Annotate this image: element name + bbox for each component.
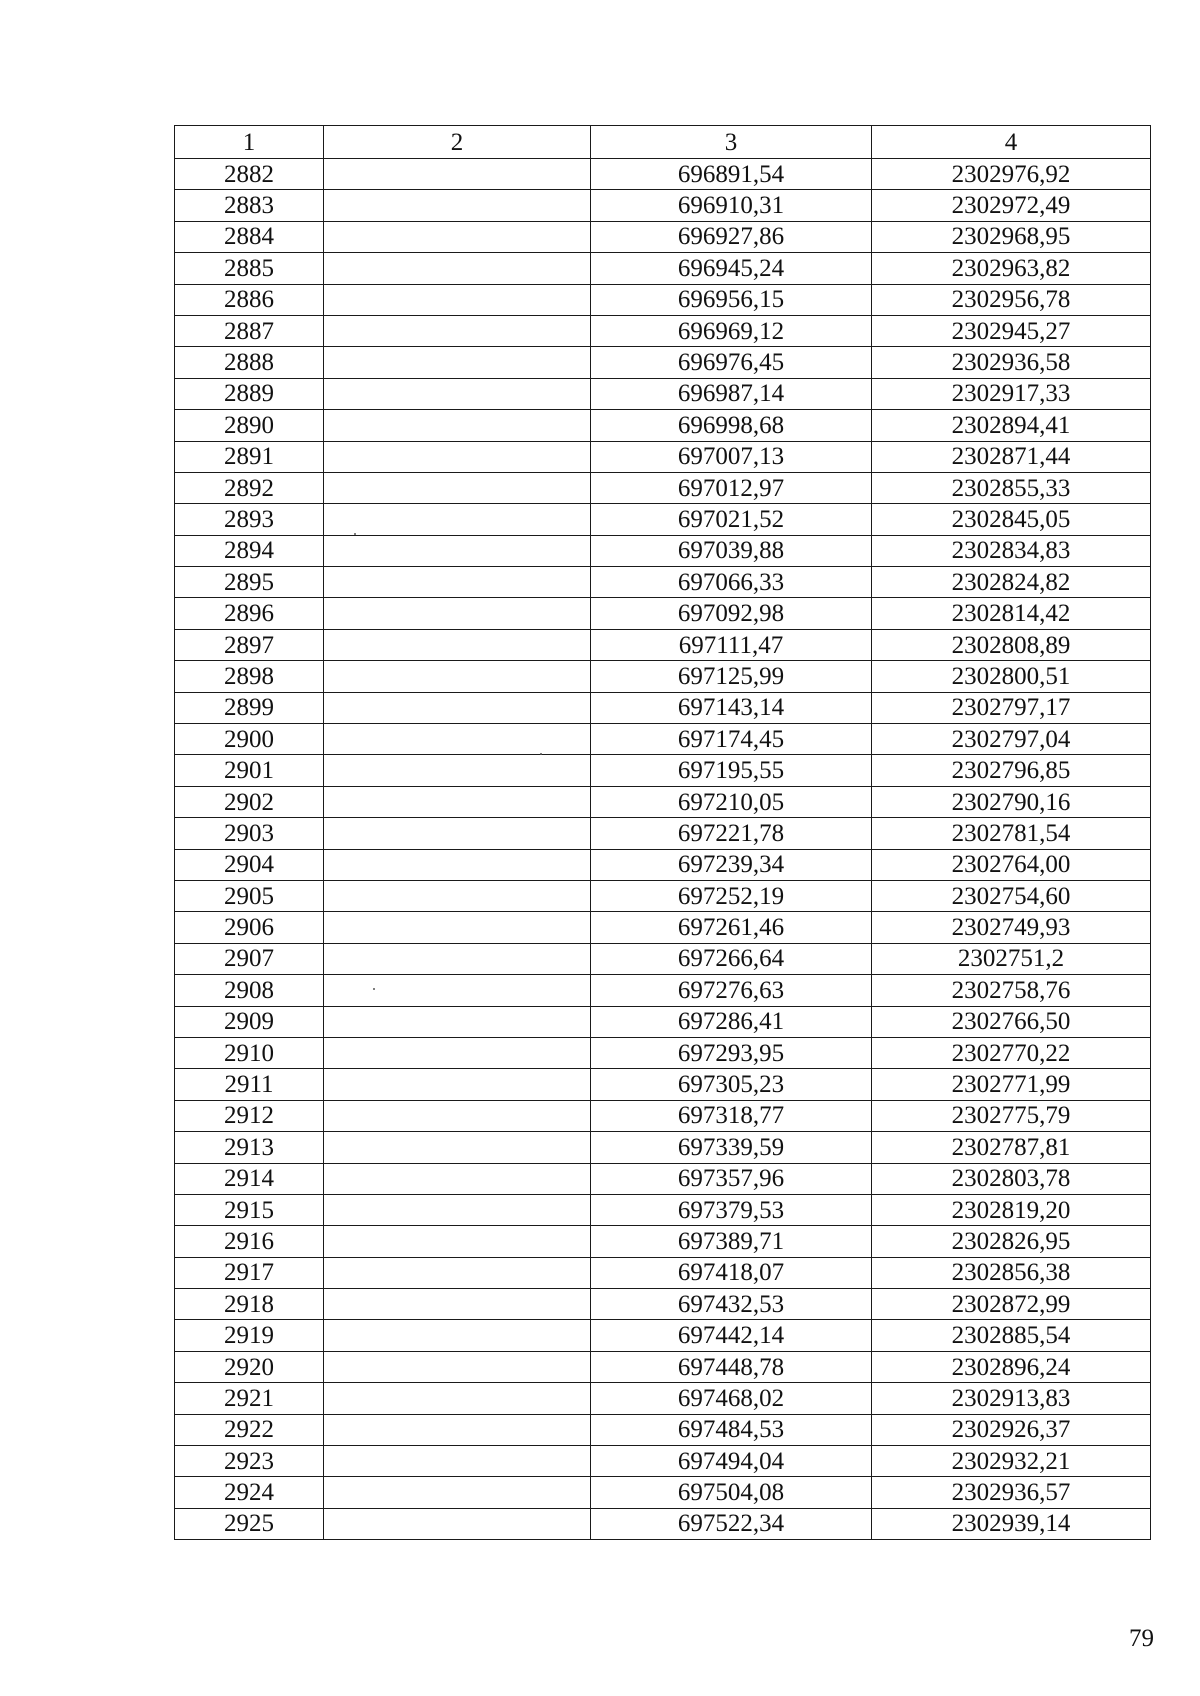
table-cell-col-2 <box>324 190 591 221</box>
table-cell-col-3: 696927,86 <box>591 221 872 252</box>
table-cell-col-4: 2302764,00 <box>872 849 1151 880</box>
table-row <box>175 1257 1151 1288</box>
table-cell-col-2 <box>324 253 591 284</box>
table-cell-col-1: 2911 <box>175 1069 324 1100</box>
table-cell-col-1: 2924 <box>175 1477 324 1508</box>
table-cell-col-3: 697442,14 <box>591 1320 872 1351</box>
table-cell-col-2 <box>324 849 591 880</box>
table-cell-col-1: 2910 <box>175 1037 324 1068</box>
table-cell-col-4: 2302932,21 <box>872 1446 1151 1477</box>
table-row <box>175 818 1151 849</box>
table-cell-col-3: 697111,47 <box>591 629 872 660</box>
table-cell-col-1: 2894 <box>175 535 324 566</box>
table-row <box>175 724 1151 755</box>
table-cell-col-1: 2906 <box>175 912 324 943</box>
table-cell-col-2 <box>324 347 591 378</box>
table-cell-col-4: 2302855,33 <box>872 472 1151 503</box>
table-cell-col-3: 697252,19 <box>591 880 872 911</box>
table-cell-col-1: 2925 <box>175 1508 324 1539</box>
column-header-2: 2 <box>324 126 591 159</box>
table-cell-col-4: 2302936,57 <box>872 1477 1151 1508</box>
table-row <box>175 347 1151 378</box>
table-cell-col-4: 2302796,85 <box>872 755 1151 786</box>
table-cell-col-1: 2890 <box>175 410 324 441</box>
table-cell-col-1: 2903 <box>175 818 324 849</box>
table-row <box>175 692 1151 723</box>
table-cell-col-4: 2302824,82 <box>872 567 1151 598</box>
table-cell-col-1: 2895 <box>175 567 324 598</box>
table-cell-col-2 <box>324 1289 591 1320</box>
table-cell-col-3: 697504,08 <box>591 1477 872 1508</box>
table-cell-col-2 <box>324 221 591 252</box>
table-cell-col-2 <box>324 1194 591 1225</box>
table-cell-col-3: 697357,96 <box>591 1163 872 1194</box>
table-cell-col-1: 2885 <box>175 253 324 284</box>
header-row <box>175 126 1151 159</box>
table-cell-col-2 <box>324 1037 591 1068</box>
table-row <box>175 535 1151 566</box>
table-row <box>175 1508 1151 1539</box>
table-cell-col-4: 2302770,22 <box>872 1037 1151 1068</box>
table-cell-col-3: 697092,98 <box>591 598 872 629</box>
table-cell-col-1: 2882 <box>175 159 324 190</box>
table-cell-col-2 <box>324 1477 591 1508</box>
table-cell-col-3: 697305,23 <box>591 1069 872 1100</box>
table-cell-col-4: 2302749,93 <box>872 912 1151 943</box>
table-row <box>175 284 1151 315</box>
table-cell-col-1: 2902 <box>175 786 324 817</box>
table-cell-col-4: 2302871,44 <box>872 441 1151 472</box>
table-cell-col-2 <box>324 1226 591 1257</box>
table-cell-col-3: 696976,45 <box>591 347 872 378</box>
table-cell-col-1: 2891 <box>175 441 324 472</box>
table-cell-col-3: 696891,54 <box>591 159 872 190</box>
table-cell-col-1: 2898 <box>175 661 324 692</box>
table-cell-col-2 <box>324 1414 591 1445</box>
table-row <box>175 410 1151 441</box>
table-cell-col-4: 2302790,16 <box>872 786 1151 817</box>
table-cell-col-3: 697522,34 <box>591 1508 872 1539</box>
table-cell-col-2 <box>324 284 591 315</box>
table-row <box>175 1132 1151 1163</box>
table-cell-col-3: 697379,53 <box>591 1194 872 1225</box>
table-cell-col-4: 2302787,81 <box>872 1132 1151 1163</box>
table-cell-col-3: 696945,24 <box>591 253 872 284</box>
table-cell-col-4: 2302766,50 <box>872 1006 1151 1037</box>
table-cell-col-2 <box>324 1069 591 1100</box>
table-cell-col-4: 2302976,92 <box>872 159 1151 190</box>
table-row <box>175 849 1151 880</box>
table-cell-col-3: 696969,12 <box>591 315 872 346</box>
table-cell-col-1: 2887 <box>175 315 324 346</box>
table-cell-col-3: 697239,34 <box>591 849 872 880</box>
table-cell-col-2 <box>324 315 591 346</box>
table-cell-col-4: 2302800,51 <box>872 661 1151 692</box>
table-cell-col-1: 2883 <box>175 190 324 221</box>
table-row <box>175 1006 1151 1037</box>
column-header-3: 3 <box>591 126 872 159</box>
table-cell-col-2 <box>324 818 591 849</box>
table-cell-col-1: 2888 <box>175 347 324 378</box>
table-cell-col-3: 697484,53 <box>591 1414 872 1445</box>
table-cell-col-3: 697494,04 <box>591 1446 872 1477</box>
table-row <box>175 378 1151 409</box>
table-row <box>175 504 1151 535</box>
table-row <box>175 315 1151 346</box>
table-cell-col-4: 2302814,42 <box>872 598 1151 629</box>
table-cell-col-4: 2302808,89 <box>872 629 1151 660</box>
table-cell-col-4: 2302972,49 <box>872 190 1151 221</box>
table-cell-col-3: 697293,95 <box>591 1037 872 1068</box>
table-cell-col-4: 2302775,79 <box>872 1100 1151 1131</box>
table-cell-col-2 <box>324 724 591 755</box>
table-cell-col-1: 2901 <box>175 755 324 786</box>
table-cell-col-3: 697432,53 <box>591 1289 872 1320</box>
table-cell-col-4: 2302781,54 <box>872 818 1151 849</box>
table-cell-col-2 <box>324 159 591 190</box>
table-cell-col-3: 697039,88 <box>591 535 872 566</box>
table-row <box>175 567 1151 598</box>
table-cell-col-2 <box>324 504 591 535</box>
table-row <box>175 221 1151 252</box>
table-cell-col-2 <box>324 535 591 566</box>
table-row <box>175 1446 1151 1477</box>
table-row <box>175 472 1151 503</box>
table-cell-col-4: 2302754,60 <box>872 880 1151 911</box>
table-cell-col-3: 697012,97 <box>591 472 872 503</box>
table-cell-col-3: 697143,14 <box>591 692 872 723</box>
table-cell-col-2 <box>324 441 591 472</box>
table-row <box>175 1414 1151 1445</box>
table-cell-col-4: 2302956,78 <box>872 284 1151 315</box>
table-cell-col-4: 2302917,33 <box>872 378 1151 409</box>
table-cell-col-2 <box>324 1508 591 1539</box>
table-cell-col-4: 2302968,95 <box>872 221 1151 252</box>
table-cell-col-3: 697021,52 <box>591 504 872 535</box>
table-cell-col-3: 697286,41 <box>591 1006 872 1037</box>
table-cell-col-4: 2302936,58 <box>872 347 1151 378</box>
table-cell-col-1: 2922 <box>175 1414 324 1445</box>
table-row <box>175 253 1151 284</box>
table-cell-col-2 <box>324 378 591 409</box>
table-row <box>175 943 1151 974</box>
table-cell-col-4: 2302771,99 <box>872 1069 1151 1100</box>
table-cell-col-4: 2302834,83 <box>872 535 1151 566</box>
table-cell-col-1: 2923 <box>175 1446 324 1477</box>
table-cell-col-2 <box>324 1100 591 1131</box>
table-row <box>175 1037 1151 1068</box>
table-row <box>175 1320 1151 1351</box>
table-cell-col-4: 2302845,05 <box>872 504 1151 535</box>
table-cell-col-2 <box>324 1257 591 1288</box>
table-cell-col-2 <box>324 755 591 786</box>
table-row <box>175 1289 1151 1320</box>
table-row <box>175 880 1151 911</box>
table-row <box>175 755 1151 786</box>
table-row <box>175 1351 1151 1382</box>
table-cell-col-3: 696998,68 <box>591 410 872 441</box>
table-cell-col-3: 697339,59 <box>591 1132 872 1163</box>
table-cell-col-3: 697174,45 <box>591 724 872 755</box>
table-cell-col-1: 2892 <box>175 472 324 503</box>
table-cell-col-2 <box>324 567 591 598</box>
table-cell-col-2 <box>324 629 591 660</box>
table-cell-col-3: 697468,02 <box>591 1383 872 1414</box>
table-cell-col-1: 2904 <box>175 849 324 880</box>
table-cell-col-1: 2884 <box>175 221 324 252</box>
column-header-1: 1 <box>175 126 324 159</box>
table-cell-col-1: 2913 <box>175 1132 324 1163</box>
table-cell-col-2 <box>324 598 591 629</box>
table-cell-col-4: 2302803,78 <box>872 1163 1151 1194</box>
table-cell-col-1: 2905 <box>175 880 324 911</box>
table-row <box>175 1069 1151 1100</box>
table-row <box>175 1194 1151 1225</box>
scan-speck <box>540 753 542 755</box>
table-cell-col-4: 2302894,41 <box>872 410 1151 441</box>
table-cell-col-3: 697276,63 <box>591 975 872 1006</box>
table-cell-col-2 <box>324 786 591 817</box>
table-cell-col-1: 2896 <box>175 598 324 629</box>
table-cell-col-4: 2302926,37 <box>872 1414 1151 1445</box>
table-cell-col-2 <box>324 1163 591 1194</box>
table-cell-col-2 <box>324 692 591 723</box>
table-cell-col-4: 2302819,20 <box>872 1194 1151 1225</box>
table-row <box>175 975 1151 1006</box>
table-cell-col-1: 2900 <box>175 724 324 755</box>
column-header-4: 4 <box>872 126 1151 159</box>
table-cell-col-4: 2302797,04 <box>872 724 1151 755</box>
table-cell-col-1: 2912 <box>175 1100 324 1131</box>
table-cell-col-2 <box>324 1320 591 1351</box>
table-cell-col-4: 2302856,38 <box>872 1257 1151 1288</box>
table-cell-col-1: 2916 <box>175 1226 324 1257</box>
table-cell-col-1: 2920 <box>175 1351 324 1382</box>
table-row <box>175 190 1151 221</box>
table-row <box>175 1100 1151 1131</box>
table-cell-col-2 <box>324 880 591 911</box>
table-cell-col-4: 2302872,99 <box>872 1289 1151 1320</box>
table-cell-col-2 <box>324 410 591 441</box>
table-cell-col-2 <box>324 1006 591 1037</box>
table-cell-col-3: 696956,15 <box>591 284 872 315</box>
table-row <box>175 598 1151 629</box>
table-cell-col-4: 2302826,95 <box>872 1226 1151 1257</box>
table-cell-col-3: 697318,77 <box>591 1100 872 1131</box>
table-cell-col-3: 697007,13 <box>591 441 872 472</box>
table-cell-col-1: 2897 <box>175 629 324 660</box>
table-body <box>175 159 1151 1540</box>
table-cell-col-2 <box>324 943 591 974</box>
table-cell-col-4: 2302945,27 <box>872 315 1151 346</box>
table-cell-col-3: 697389,71 <box>591 1226 872 1257</box>
table-row <box>175 1383 1151 1414</box>
table-cell-col-1: 2908 <box>175 975 324 1006</box>
table-row <box>175 1226 1151 1257</box>
table-cell-col-3: 696987,14 <box>591 378 872 409</box>
table-cell-col-3: 697210,05 <box>591 786 872 817</box>
table-cell-col-1: 2893 <box>175 504 324 535</box>
table-header <box>175 126 1151 159</box>
table-row <box>175 441 1151 472</box>
table-cell-col-3: 696910,31 <box>591 190 872 221</box>
table-cell-col-1: 2921 <box>175 1383 324 1414</box>
table-cell-col-4: 2302751,2 <box>872 943 1151 974</box>
table-cell-col-1: 2915 <box>175 1194 324 1225</box>
table-cell-col-2 <box>324 1351 591 1382</box>
page-number: 79 <box>1129 1625 1154 1652</box>
coordinates-table <box>174 125 1151 1540</box>
table-row <box>175 629 1151 660</box>
table-cell-col-1: 2907 <box>175 943 324 974</box>
table-row <box>175 1163 1151 1194</box>
table-cell-col-2 <box>324 1446 591 1477</box>
scan-speck <box>373 988 375 990</box>
table-cell-col-1: 2909 <box>175 1006 324 1037</box>
table-cell-col-1: 2899 <box>175 692 324 723</box>
table-cell-col-1: 2918 <box>175 1289 324 1320</box>
table-cell-col-3: 697195,55 <box>591 755 872 786</box>
table-cell-col-2 <box>324 912 591 943</box>
table-cell-col-2 <box>324 472 591 503</box>
table-cell-col-3: 697221,78 <box>591 818 872 849</box>
table-cell-col-3: 697261,46 <box>591 912 872 943</box>
table-row <box>175 912 1151 943</box>
table-cell-col-1: 2914 <box>175 1163 324 1194</box>
table-cell-col-4: 2302896,24 <box>872 1351 1151 1382</box>
table-cell-col-2 <box>324 1132 591 1163</box>
table-cell-col-1: 2919 <box>175 1320 324 1351</box>
table-cell-col-4: 2302939,14 <box>872 1508 1151 1539</box>
table-cell-col-3: 697066,33 <box>591 567 872 598</box>
table-cell-col-3: 697418,07 <box>591 1257 872 1288</box>
table-cell-col-4: 2302913,83 <box>872 1383 1151 1414</box>
table-cell-col-3: 697125,99 <box>591 661 872 692</box>
table-cell-col-4: 2302758,76 <box>872 975 1151 1006</box>
table-cell-col-3: 697266,64 <box>591 943 872 974</box>
table-cell-col-3: 697448,78 <box>591 1351 872 1382</box>
table-cell-col-4: 2302963,82 <box>872 253 1151 284</box>
table-cell-col-1: 2917 <box>175 1257 324 1288</box>
table-cell-col-2 <box>324 975 591 1006</box>
table-row <box>175 1477 1151 1508</box>
table-row <box>175 661 1151 692</box>
table-cell-col-4: 2302885,54 <box>872 1320 1151 1351</box>
table-cell-col-1: 2886 <box>175 284 324 315</box>
table-cell-col-2 <box>324 1383 591 1414</box>
scan-speck <box>354 533 356 535</box>
table-cell-col-2 <box>324 661 591 692</box>
table-row <box>175 159 1151 190</box>
table-cell-col-4: 2302797,17 <box>872 692 1151 723</box>
table-cell-col-1: 2889 <box>175 378 324 409</box>
table-row <box>175 786 1151 817</box>
